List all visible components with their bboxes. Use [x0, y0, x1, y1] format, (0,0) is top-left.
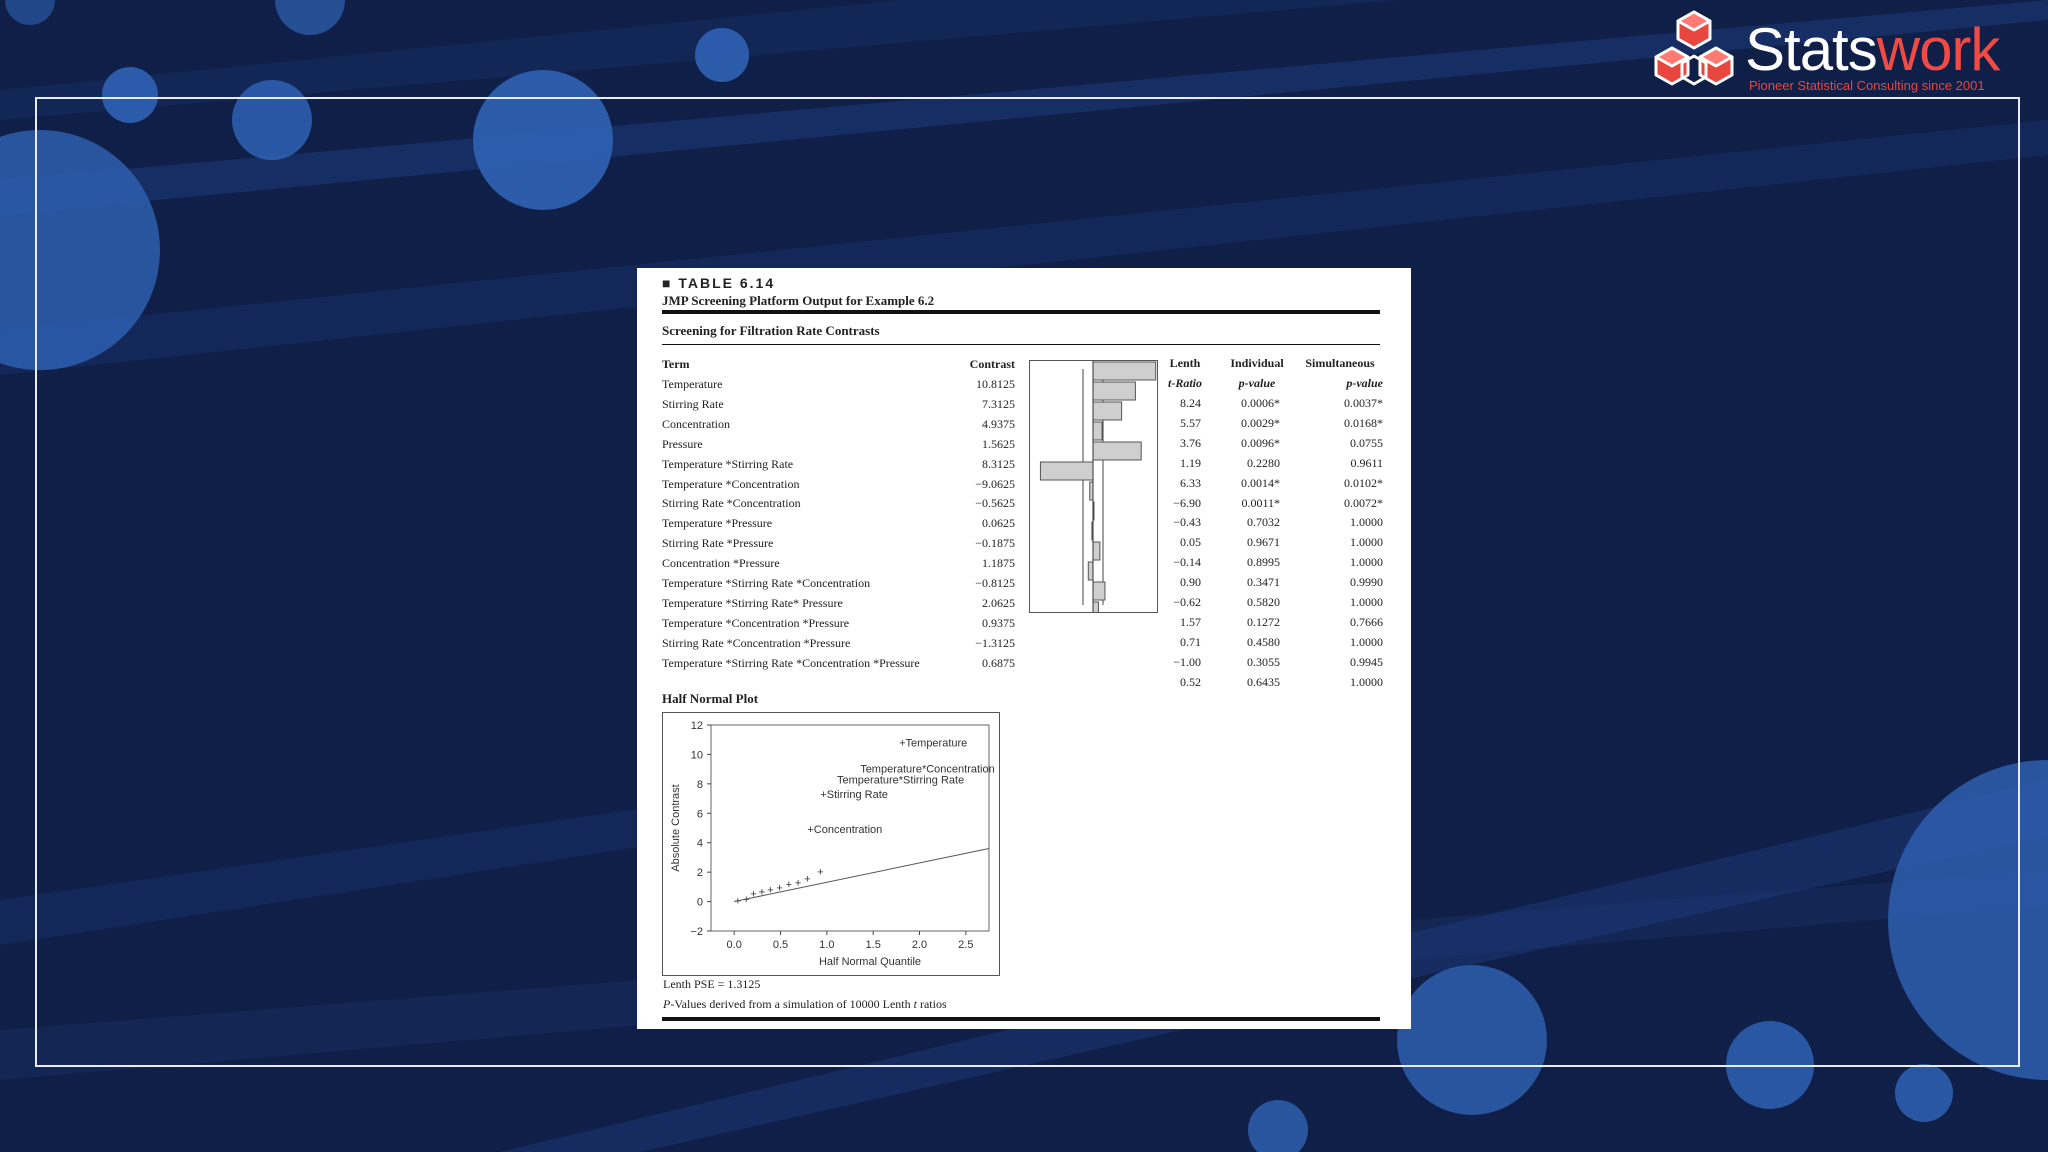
y-tick-label: 8 [696, 778, 703, 791]
header-tratio: t-Ratio [1167, 376, 1202, 390]
stat-lenth-t: 1.19 [1180, 455, 1201, 470]
stat-simultaneous-p: 1.0000 [1350, 674, 1383, 689]
row-contrast: 0.0625 [982, 516, 1015, 531]
stat-individual-p: 0.2280 [1247, 455, 1280, 470]
row-term: Temperature *Pressure [662, 516, 773, 531]
row-term: Temperature *Stirring Rate [662, 456, 794, 471]
row-contrast: 8.3125 [982, 456, 1015, 471]
y-tick-label: 0 [696, 896, 703, 909]
row-contrast: 7.3125 [982, 396, 1015, 411]
header-contrast: Contrast [969, 357, 1015, 371]
point-label: +Temperature [899, 737, 968, 750]
stat-individual-p: 0.1272 [1247, 614, 1280, 629]
contrast-bar [1093, 442, 1141, 460]
section-rule [662, 344, 1380, 345]
stat-individual-p: 0.8995 [1247, 555, 1280, 570]
stat-simultaneous-p: 1.0000 [1350, 634, 1383, 649]
stat-lenth-t: 0.52 [1180, 674, 1201, 689]
half-normal-plot-title: Half Normal Plot [662, 691, 759, 706]
stat-individual-p: 0.0011* [1241, 495, 1280, 510]
cubes-logo-icon [1646, 10, 1742, 94]
stat-lenth-t: 3.76 [1180, 435, 1201, 450]
row-term: Temperature *Stirring Rate* Pressure [662, 595, 843, 610]
stat-simultaneous-p: 0.0037* [1344, 396, 1383, 410]
data-point: + [742, 893, 750, 906]
row-term: Temperature *Stirring Rate *Concentration [662, 576, 871, 590]
stat-lenth-t: 0.71 [1180, 634, 1201, 649]
stat-lenth-t: 0.05 [1180, 535, 1201, 550]
data-point: + [750, 888, 757, 901]
brand-name [1745, 18, 1999, 82]
row-contrast: 1.5625 [982, 436, 1015, 451]
header-individual-p: p-value [1238, 376, 1276, 390]
row-contrast: 1.1875 [982, 556, 1015, 571]
x-tick-label: 1.5 [865, 939, 881, 951]
x-tick-label: 2.0 [911, 939, 928, 951]
row-contrast: −0.8125 [975, 576, 1015, 590]
stat-simultaneous-p: 0.0755 [1350, 435, 1383, 450]
footnote-end: ratios [916, 997, 947, 1011]
stat-lenth-t: −1.00 [1173, 654, 1201, 669]
row-term: Stirring Rate *Concentration *Pressure [662, 635, 851, 650]
header-simultaneous-p: p-value [1346, 376, 1383, 390]
y-tick-label: 10 [690, 749, 703, 762]
stat-individual-p: 0.0006* [1241, 396, 1280, 410]
half-normal-plot [662, 712, 1000, 976]
stat-individual-p: 0.9671 [1247, 535, 1280, 550]
contrast-bar [1093, 382, 1135, 400]
table-label-text: TABLE 6.14 [678, 275, 776, 291]
contrast-bar [1093, 402, 1122, 420]
stat-individual-p: 0.0029* [1241, 415, 1280, 430]
y-tick-label: 6 [696, 808, 703, 821]
top-rule [662, 310, 1380, 314]
header-simultaneous: Simultaneous [1305, 356, 1375, 370]
data-point: + [794, 877, 802, 890]
stat-lenth-t: −0.43 [1173, 515, 1201, 530]
footnote-p: P [663, 997, 671, 1011]
x-tick-label: 0.0 [726, 939, 742, 951]
data-point: + [804, 873, 811, 886]
lenth-pse: Lenth PSE = 1.3125 [663, 977, 761, 991]
stat-individual-p: 0.4580 [1247, 634, 1280, 649]
footnote-rest: -Values derived from a simulation of 10000 Lenth [670, 997, 914, 1011]
section-title: Screening for Filtration Rate Contrasts [662, 323, 880, 338]
row-contrast: −0.1875 [975, 536, 1015, 551]
stat-lenth-t: −6.90 [1173, 495, 1201, 510]
data-point: + [817, 866, 824, 879]
stat-individual-p: 0.0014* [1241, 475, 1280, 490]
row-term: Temperature *Stirring Rate *Concentration *Pressure [662, 655, 920, 670]
bottom-rule [662, 1017, 1380, 1021]
contrast-bar [1093, 362, 1156, 380]
point-label: +Stirring Rate [820, 789, 888, 802]
row-contrast: 0.9375 [982, 615, 1015, 630]
row-term: Stirring Rate [662, 396, 724, 411]
row-term: Pressure [662, 436, 703, 451]
stat-lenth-t: −0.62 [1173, 595, 1201, 609]
table-title: JMP Screening Platform Output for Example 6.2 [662, 293, 935, 308]
row-contrast: 10.8125 [976, 377, 1015, 391]
stat-individual-p: 0.3471 [1247, 575, 1280, 590]
contrast-bar [1088, 562, 1093, 580]
footnote [663, 997, 947, 1012]
point-label: Temperature*Concentration [860, 763, 995, 776]
y-tick-label: 4 [696, 837, 703, 850]
stat-individual-p: 0.5820 [1247, 595, 1280, 609]
stat-simultaneous-p: 1.0000 [1350, 515, 1383, 530]
point-label: Temperature*Stirring Rate [837, 774, 965, 787]
header-individual: Individual [1230, 356, 1284, 370]
stat-lenth-t: 8.24 [1180, 396, 1201, 410]
stat-lenth-t: −0.14 [1173, 555, 1201, 570]
x-tick-label: 0.5 [772, 939, 789, 951]
stat-individual-p: 0.3055 [1247, 654, 1280, 669]
contrast-bar [1040, 462, 1093, 480]
row-contrast: 2.0625 [982, 595, 1015, 610]
row-term: Temperature *Concentration [662, 476, 800, 491]
table-label: ■ TABLE 6.14 [662, 275, 776, 291]
stat-individual-p: 0.7032 [1247, 515, 1280, 530]
data-point: + [767, 884, 774, 897]
contrast-bar [1093, 542, 1100, 560]
brand-name-part2: work [1876, 16, 2000, 83]
stat-lenth-t: 0.90 [1180, 575, 1201, 590]
contrast-bar [1093, 422, 1102, 440]
x-axis-label: Half Normal Quantile [818, 956, 922, 968]
y-axis-label: Absolute Contrast [670, 784, 682, 872]
stat-simultaneous-p: 1.0000 [1350, 595, 1383, 609]
stat-lenth-t: 5.57 [1180, 415, 1201, 430]
row-term: Temperature *Concentration *Pressure [662, 615, 850, 630]
row-contrast: −9.0625 [975, 476, 1015, 491]
row-contrast: −0.5625 [975, 496, 1015, 511]
stat-simultaneous-p: 0.0168* [1344, 415, 1383, 430]
x-tick-label: 1.0 [819, 939, 835, 951]
brand-name-part1: Stats [1745, 16, 1877, 83]
stat-lenth-t: 6.33 [1180, 475, 1201, 490]
table-image [637, 268, 1411, 1029]
stat-simultaneous-p: 0.9945 [1350, 654, 1383, 669]
x-tick-label: 2.5 [958, 939, 974, 951]
row-contrast: 4.9375 [982, 416, 1015, 431]
row-contrast: 0.6875 [982, 655, 1015, 670]
row-contrast: −1.3125 [975, 635, 1015, 650]
data-point: + [758, 886, 766, 899]
header-term: Term [662, 357, 690, 371]
header-lenth: Lenth [1169, 356, 1201, 370]
brand-tagline: Pioneer Statistical Consulting since 2001 [1749, 78, 1985, 93]
row-term: Concentration [662, 416, 730, 431]
row-term: Stirring Rate *Concentration [662, 496, 801, 511]
stat-individual-p: 0.0096* [1241, 435, 1280, 450]
row-term: Temperature [662, 377, 723, 391]
contrast-bar [1093, 582, 1105, 600]
data-point: + [785, 879, 793, 892]
contrast-bar-chart [1029, 360, 1158, 613]
stat-simultaneous-p: 0.9990 [1350, 575, 1383, 590]
contrast-bar [1093, 602, 1098, 612]
stat-simultaneous-p: 0.0102* [1344, 475, 1383, 490]
stat-lenth-t: 1.57 [1180, 614, 1201, 629]
half-normal-plot-canvas [663, 713, 999, 975]
brand-logo [1646, 10, 2026, 98]
point-label: +Concentration [807, 823, 883, 836]
stat-simultaneous-p: 1.0000 [1350, 555, 1383, 570]
data-point: + [776, 882, 783, 895]
stat-simultaneous-p: 0.0072* [1344, 495, 1383, 510]
contrast-bars [1030, 361, 1157, 612]
footnote-t: t [913, 997, 917, 1011]
row-term: Stirring Rate *Pressure [662, 536, 774, 551]
row-term: Concentration *Pressure [662, 556, 780, 571]
y-tick-label: 12 [690, 720, 703, 732]
data-point: + [734, 895, 742, 908]
y-tick-label: 2 [696, 867, 703, 880]
stat-individual-p: 0.6435 [1247, 674, 1280, 689]
stat-simultaneous-p: 1.0000 [1350, 535, 1383, 550]
y-tick-label: −2 [690, 926, 703, 938]
stat-simultaneous-p: 0.7666 [1350, 614, 1383, 629]
stat-simultaneous-p: 0.9611 [1350, 455, 1383, 470]
